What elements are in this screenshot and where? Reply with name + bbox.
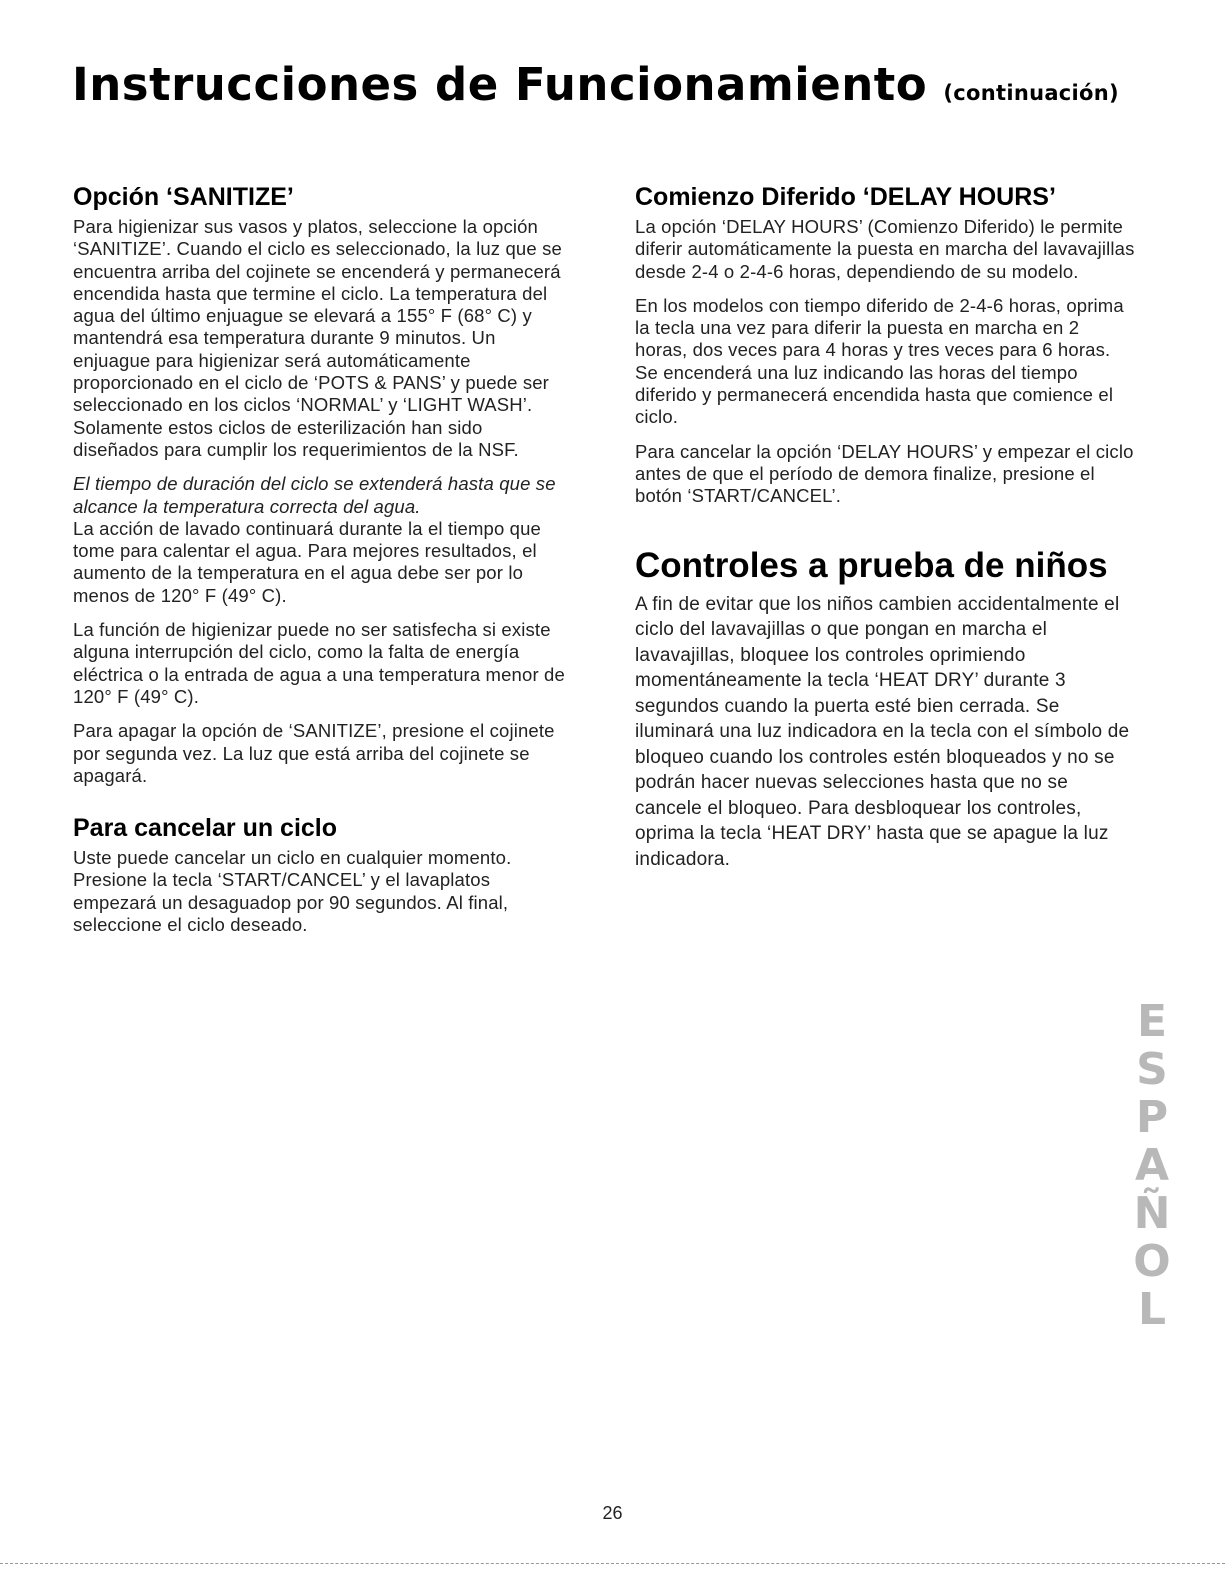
delay-paragraph-3: Para cancelar la opción ‘DELAY HOURS’ y empezar el ciclo antes de que el período de demora finalize, presione el botón ‘START/CANCEL’.	[635, 440, 1134, 507]
delay-paragraph-1: La opción ‘DELAY HOURS’ (Comienzo Diferido) le permite diferir automáticamente la puesta en marcha del lavavajillas desde 2-4 o 2-4-6 horas, dependiendo de su modelo.	[635, 216, 1135, 282]
side-letter: S	[1136, 1044, 1168, 1095]
page-number: 26	[602, 1503, 623, 1523]
section-delay-hours	[635, 182, 1135, 508]
side-letter: P	[1135, 1092, 1169, 1143]
language-tab-espanol	[1128, 998, 1176, 1334]
sanitize-paragraph-2: La acción de lavado continuará durante la el tiempo que tome para calentar el agua. Para mejores resultados, el aumento de la temperatura en el agua debe ser por lo menos de 120° F (49° C).	[73, 517, 541, 606]
delay-paragraph-2: En los modelos con tiempo diferido de 2-4-6 horas, oprima la tecla una vez para diferir la puesta en marcha en 2 horas, dos veces para 4 horas y tres veces para 6 horas. Se encenderá una luz indicando las horas del tiempo diferido y permanecerá encendida hasta que comience el ciclo.	[635, 294, 1124, 428]
side-letter: L	[1137, 1284, 1167, 1335]
section-cancel-cycle	[73, 813, 573, 936]
right-column	[635, 182, 1135, 884]
sanitize-paragraph-3: La función de higienizar puede no ser satisfecha si existe alguna interrupción del ciclo, como la falta de energía eléctrica o la entrada de agua a una temperatura menor de 120° F (49° C).	[73, 619, 565, 707]
left-column	[73, 182, 573, 948]
sanitize-paragraph-1: Para higienizar sus vasos y platos, seleccione la opción ‘SANITIZE’. Cuando el ciclo es seleccionado, la luz que se encuentra arriba del cojinete se encenderá y permanecerá encendida hasta que termine el ciclo. La temperatura del agua del último enjuague se elevará a 155° F (68° C) y mantendrá esa temperatura durante 9 minutos. Un enjuague para higienizar será automáticamente proporcionado en el ciclo de ‘POTS & PANS’ y puede ser seleccionado en los ciclos ‘NORMAL’ y ‘LIGHT WASH’. Solamente estos ciclos de esterilización han sido diseñados para cumplir los requerimientos de la NSF.	[73, 216, 562, 460]
sanitize-paragraph-4: Para apagar la opción de ‘SANITIZE’, presione el cojinete por segunda vez. La luz que está arriba del cojinete se apagará.	[73, 720, 555, 786]
heading-sanitize: Opción ‘SANITIZE’	[73, 183, 294, 211]
section-child-lock	[635, 546, 1135, 873]
bottom-divider	[0, 1563, 1225, 1564]
sanitize-italic-note: El tiempo de duración del ciclo se extenderá hasta que se alcance la temperatura correcta del agua.	[73, 473, 556, 517]
section-sanitize	[73, 182, 573, 787]
side-letter: A	[1134, 1140, 1170, 1191]
title-main: Instrucciones de Funcionamiento	[72, 58, 928, 111]
child-lock-paragraph: A fin de evitar que los niños cambien accidentalmente el ciclo del lavavajillas o que pongan en marcha el lavavajillas, bloquee los controles oprimiendo momentáneamente la tecla ‘HEAT DRY’ durante 3 segundos cuando la puerta esté bien cerrada. Se iluminará una luz indicadora en la tecla con el símbolo de bloqueo cuando los controles estén bloqueados y no se podrán hacer nuevas selecciones hasta que no se cancele el bloqueo. Para desbloquear los controles, oprima la tecla ‘HEAT DRY’ hasta que se apague la luz indicadora.	[635, 593, 1130, 870]
page-title	[72, 58, 1119, 111]
heading-delay-hours: Comienzo Diferido ‘DELAY HOURS’	[635, 183, 1056, 211]
side-letter: Ñ	[1133, 1188, 1171, 1239]
side-letter: E	[1136, 996, 1168, 1047]
cancel-paragraph: Uste puede cancelar un ciclo en cualquier momento. Presione la tecla ‘START/CANCEL’ y el lavaplatos empezará un desaguadop por 90 segundos. Al final, seleccione el ciclo deseado.	[73, 847, 512, 936]
side-letter: O	[1133, 1236, 1171, 1287]
title-continuation: (continuación)	[943, 81, 1119, 105]
heading-cancel-cycle: Para cancelar un ciclo	[73, 814, 338, 843]
heading-child-lock: Controles a prueba de niños	[635, 545, 1108, 585]
